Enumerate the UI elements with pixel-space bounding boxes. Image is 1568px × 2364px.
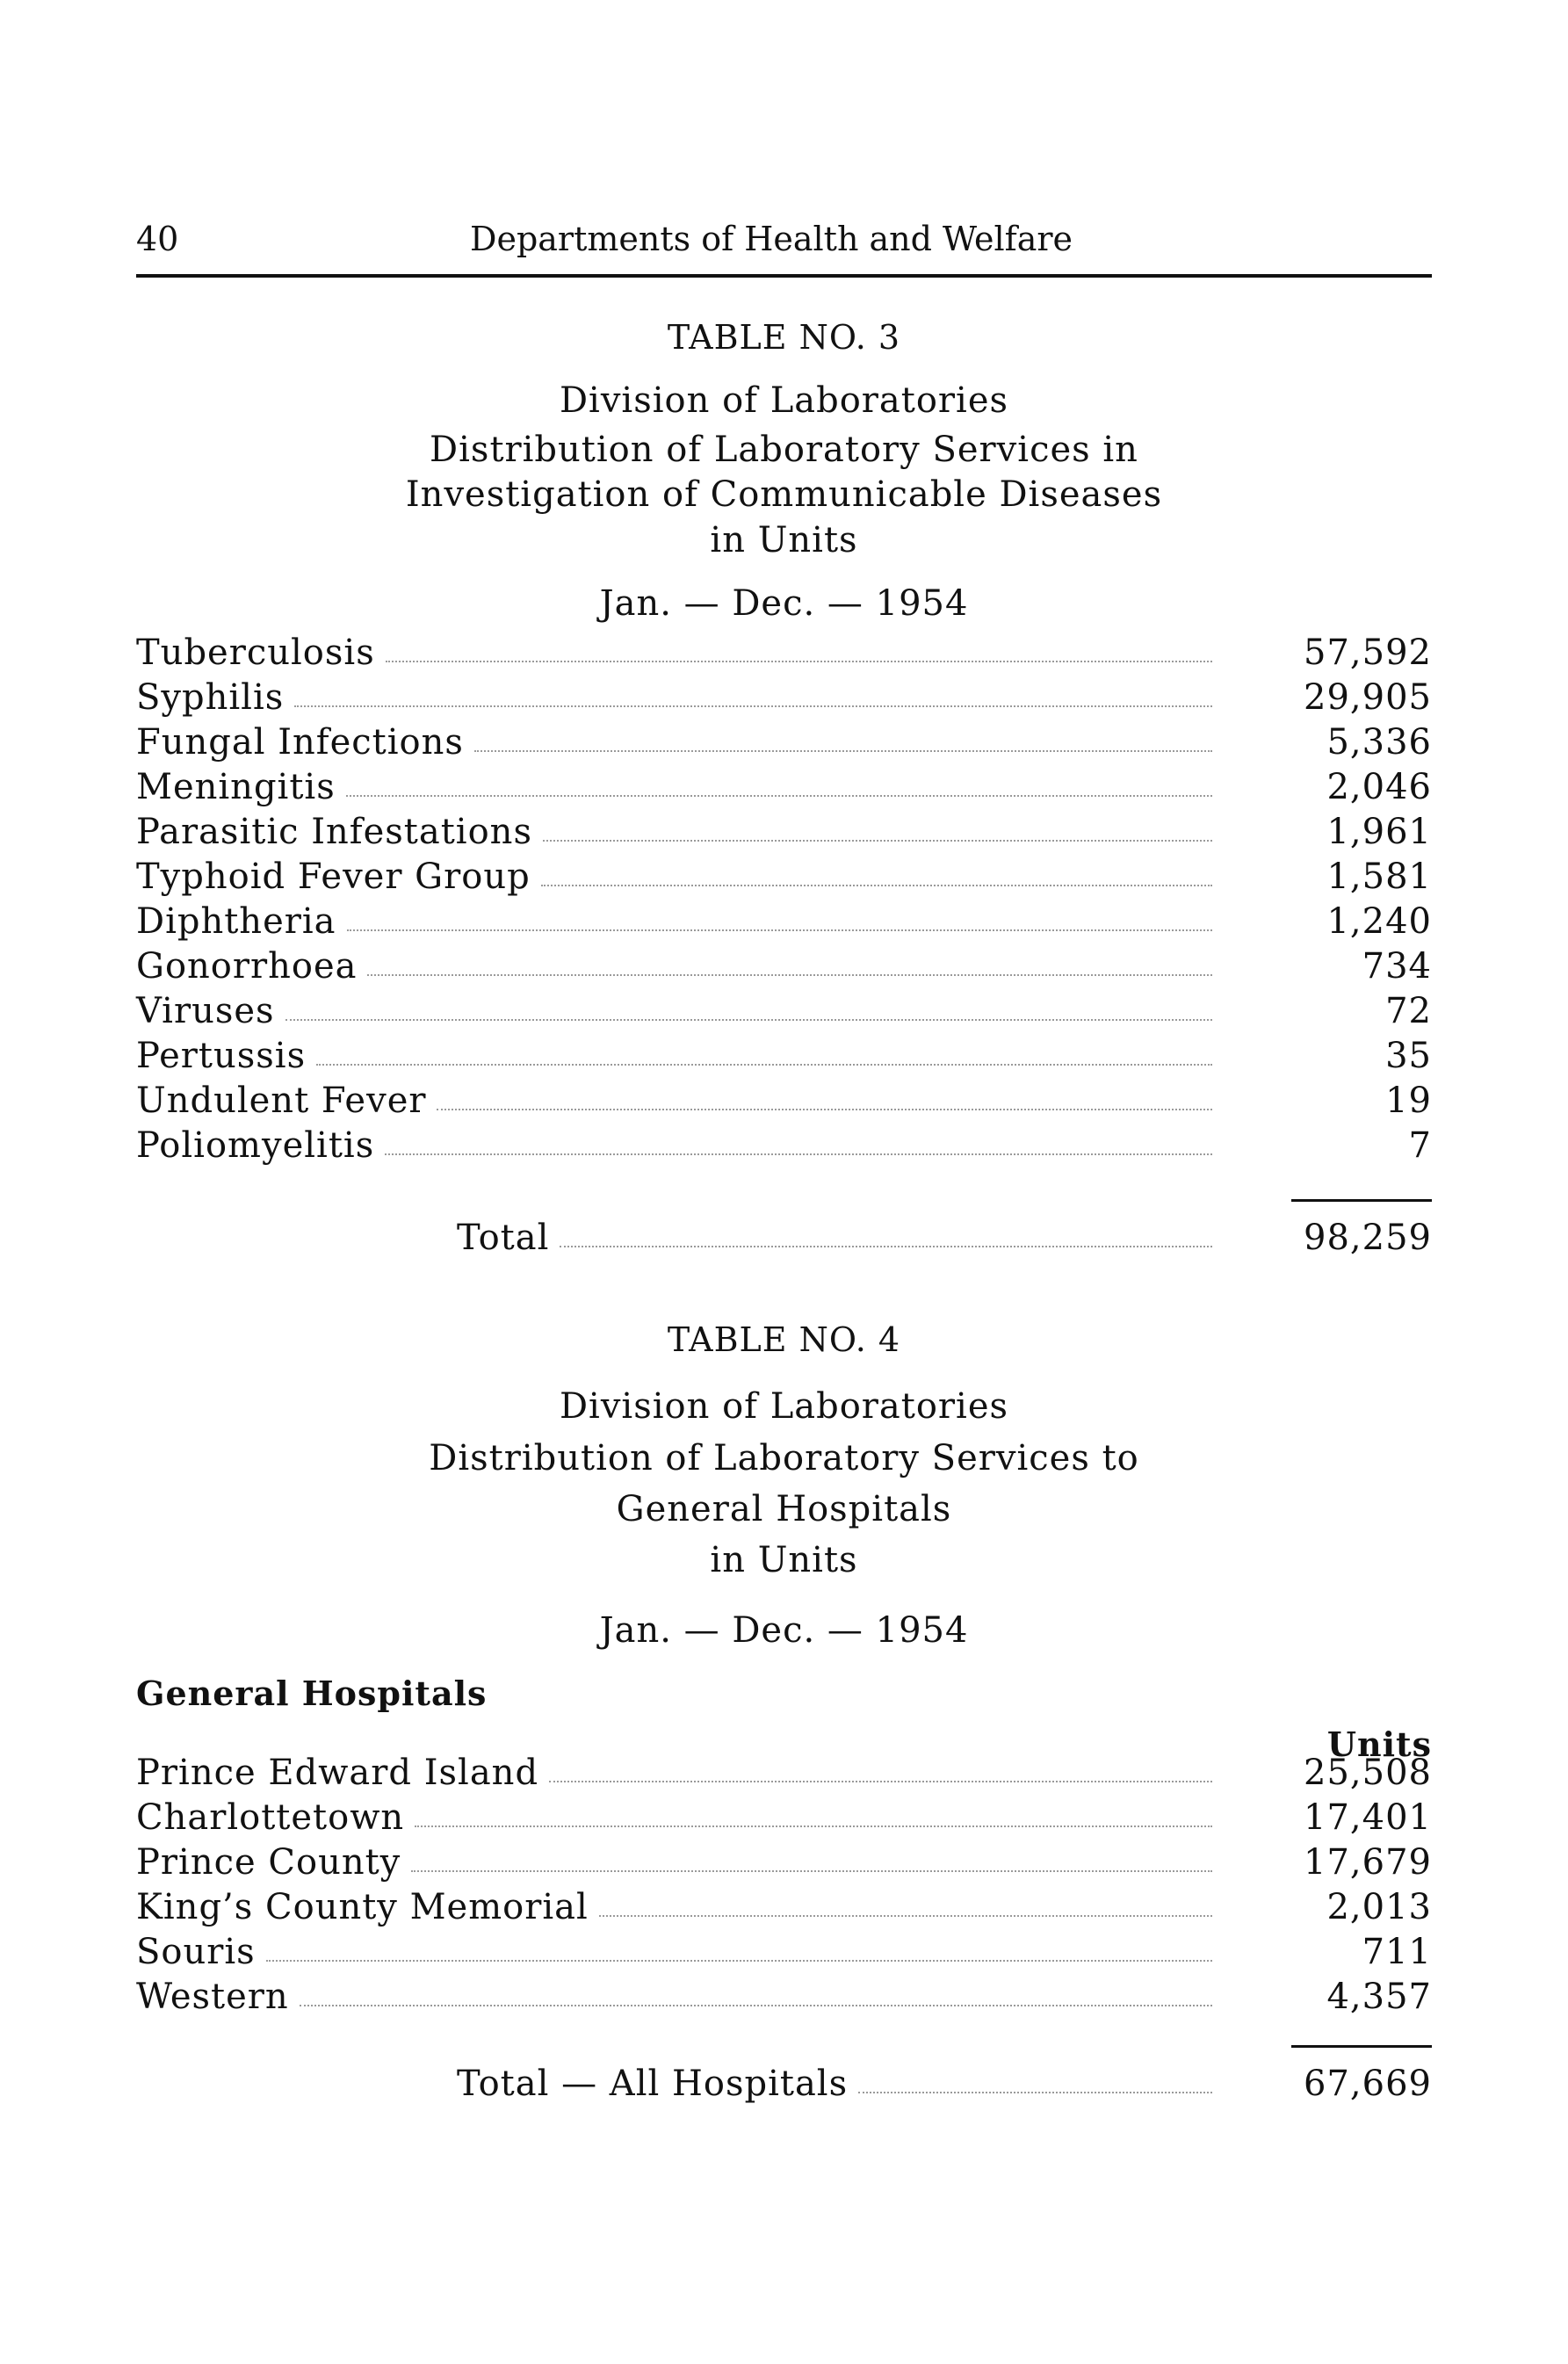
- row-label: Fungal Infections: [136, 722, 464, 763]
- dot-leader: [437, 1109, 1212, 1110]
- table-row: [136, 942, 1432, 987]
- table-row: [136, 1883, 1432, 1927]
- dot-leader: [549, 1781, 1212, 1782]
- row-label: Diphtheria: [136, 901, 336, 942]
- row-value: 19: [1385, 1081, 1432, 1121]
- dot-leader: [266, 1960, 1212, 1962]
- row-label: Western: [136, 1977, 289, 2017]
- table-row: [136, 1838, 1432, 1883]
- table-row: [136, 1793, 1432, 1838]
- row-value: 72: [1385, 991, 1432, 1031]
- row-label: Typhoid Fever Group: [136, 857, 531, 897]
- row-label: Viruses: [136, 991, 275, 1031]
- total-rule: [1291, 2045, 1432, 2048]
- table3-total-row: [136, 1213, 1432, 1258]
- row-value: 57,592: [1304, 633, 1432, 673]
- table3-period: Jan. — Dec. — 1954: [599, 583, 969, 624]
- table3-rows: [136, 628, 1432, 1166]
- table3-subtitle-line-4: in Units: [710, 520, 858, 560]
- dot-leader: [543, 840, 1212, 842]
- table-row: [136, 628, 1432, 673]
- table4-total-row: [136, 2059, 1432, 2104]
- dot-leader: [385, 1153, 1212, 1155]
- row-label: Prince Edward Island: [136, 1753, 539, 1793]
- row-value: 25,508: [1304, 1753, 1432, 1793]
- total-label: Total — All Hospitals: [457, 2064, 849, 2104]
- running-title: Departments of Health and Welfare: [470, 220, 1073, 258]
- row-value: 1,961: [1326, 812, 1432, 852]
- row-value: 5,336: [1326, 722, 1432, 763]
- row-value: 1,240: [1326, 901, 1432, 942]
- table4-row-heading: General Hospitals: [136, 1674, 488, 1713]
- total-value: 67,669: [1304, 2064, 1432, 2104]
- row-label: Poliomyelitis: [136, 1125, 375, 1166]
- table4-subtitle-line-2: Distribution of Laboratory Services to: [429, 1438, 1139, 1478]
- dot-leader: [294, 705, 1212, 707]
- row-label: Gonorrhoea: [136, 946, 358, 987]
- table-row: [136, 1748, 1432, 1793]
- row-value: 2,013: [1326, 1887, 1432, 1927]
- row-value: 2,046: [1326, 767, 1432, 807]
- dot-leader: [415, 1825, 1212, 1827]
- row-label: Charlottetown: [136, 1797, 405, 1838]
- table3-subtitle-line-3: Investigation of Communicable Diseases: [405, 474, 1163, 515]
- row-label: Undulent Fever: [136, 1081, 427, 1121]
- table-row: [136, 1121, 1432, 1166]
- table-row: [136, 1031, 1432, 1076]
- table4-value-heading: Units: [1326, 1724, 1432, 1764]
- row-label: Tuberculosis: [136, 633, 375, 673]
- row-label: Prince County: [136, 1842, 401, 1883]
- row-value: 4,357: [1326, 1977, 1432, 2017]
- row-value: 17,679: [1304, 1842, 1432, 1883]
- row-value: 7: [1408, 1125, 1432, 1166]
- table4-subtitle-line-4: in Units: [710, 1540, 858, 1580]
- total-label: Total: [457, 1218, 550, 1258]
- table-row: [136, 807, 1432, 852]
- table-row: [136, 1972, 1432, 2017]
- row-label: Parasitic Infestations: [136, 812, 532, 852]
- total-rule: [1291, 1199, 1432, 1202]
- dot-leader: [560, 1246, 1212, 1247]
- row-label: Pertussis: [136, 1036, 307, 1076]
- row-label: King’s County Memorial: [136, 1887, 589, 1927]
- table4-title: TABLE NO. 4: [667, 1320, 901, 1359]
- dot-leader: [346, 795, 1212, 797]
- dot-leader: [386, 661, 1212, 662]
- table4-period: Jan. — Dec. — 1954: [599, 1610, 969, 1651]
- table-row: [136, 718, 1432, 763]
- dot-leader: [599, 1915, 1212, 1917]
- table3-subtitle-line-1: Division of Laboratories: [559, 380, 1009, 421]
- dot-leader: [367, 974, 1212, 976]
- row-value: 35: [1385, 1036, 1432, 1076]
- row-value: 711: [1362, 1932, 1432, 1972]
- page-header: [136, 220, 1432, 278]
- table-row: [136, 852, 1432, 897]
- table-row: [136, 987, 1432, 1031]
- table4-subtitle-line-3: General Hospitals: [616, 1489, 952, 1529]
- dot-leader: [474, 750, 1212, 752]
- row-value: 1,581: [1326, 857, 1432, 897]
- dot-leader: [300, 2005, 1212, 2006]
- table3-subtitle-line-2: Distribution of Laboratory Services in: [430, 430, 1138, 470]
- table-row: [136, 673, 1432, 718]
- dot-leader: [316, 1064, 1212, 1066]
- table4-rows: [136, 1748, 1432, 2017]
- row-value: 734: [1362, 946, 1432, 987]
- row-label: Syphilis: [136, 677, 285, 718]
- table3-title: TABLE NO. 3: [667, 318, 901, 357]
- dot-leader: [858, 2092, 1212, 2093]
- dot-leader: [285, 1019, 1212, 1021]
- dot-leader: [347, 929, 1213, 931]
- table-row: [136, 1076, 1432, 1121]
- page-number: 40: [136, 220, 179, 258]
- row-label: Meningitis: [136, 767, 336, 807]
- row-label: Souris: [136, 1932, 256, 1972]
- row-value: 29,905: [1304, 677, 1432, 718]
- table-row: [136, 897, 1432, 942]
- table-row: [136, 763, 1432, 807]
- dot-leader: [411, 1870, 1212, 1872]
- dot-leader: [541, 885, 1212, 886]
- total-value: 98,259: [1304, 1218, 1432, 1258]
- table4-subtitle-line-1: Division of Laboratories: [559, 1386, 1009, 1427]
- table-row: [136, 1927, 1432, 1972]
- row-value: 17,401: [1304, 1797, 1432, 1838]
